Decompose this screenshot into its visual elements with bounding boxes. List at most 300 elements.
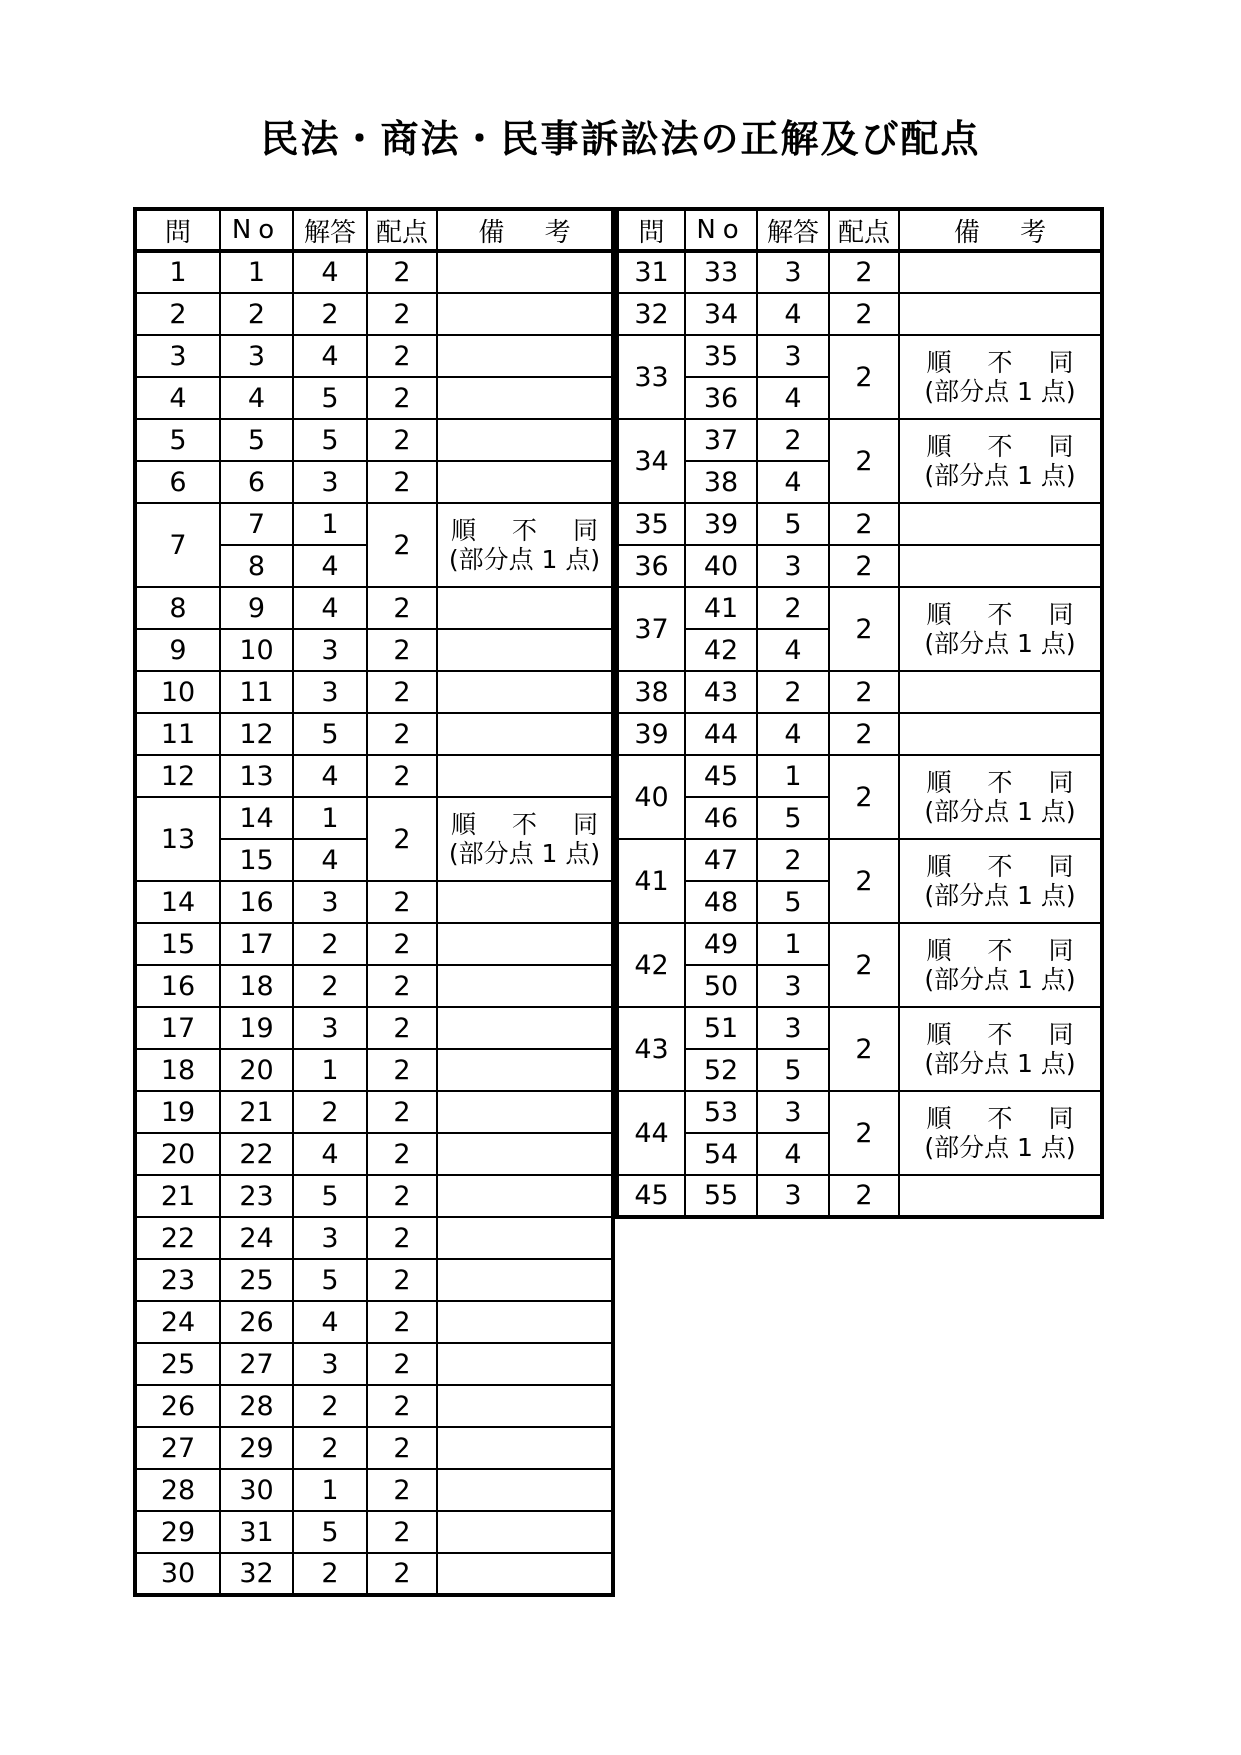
points-cell: 2 xyxy=(367,965,437,1007)
points-cell: 2 xyxy=(367,1553,437,1595)
answer-cell: 4 xyxy=(757,293,829,335)
remark-line2: (部分点 1 点) xyxy=(924,881,1076,910)
question-cell: 43 xyxy=(617,1007,685,1091)
points-cell: 2 xyxy=(829,419,899,503)
remark-line2: (部分点 1 点) xyxy=(924,1049,1076,1078)
points-cell: 2 xyxy=(367,377,437,419)
question-cell: 31 xyxy=(617,251,685,293)
table-row xyxy=(617,923,1102,965)
no-cell: 33 xyxy=(685,251,757,293)
question-cell: 22 xyxy=(135,1217,220,1259)
remark-cell xyxy=(437,1259,613,1301)
remark-cell xyxy=(437,1469,613,1511)
remark-cell xyxy=(437,1175,613,1217)
header-points: 配点 xyxy=(829,209,899,251)
remark-cell xyxy=(437,1049,613,1091)
remark-cell xyxy=(437,1427,613,1469)
points-cell: 2 xyxy=(829,839,899,923)
remark-cell xyxy=(437,419,613,461)
answer-cell: 1 xyxy=(757,923,829,965)
no-cell: 47 xyxy=(685,839,757,881)
question-cell: 7 xyxy=(135,503,220,587)
points-cell: 2 xyxy=(367,1301,437,1343)
answer-cell: 4 xyxy=(293,545,367,587)
answer-cell: 3 xyxy=(293,461,367,503)
table-row xyxy=(135,965,613,1007)
remark-line2: (部分点 1 点) xyxy=(924,1133,1076,1162)
no-cell: 35 xyxy=(685,335,757,377)
table-row xyxy=(617,293,1102,335)
question-cell: 3 xyxy=(135,335,220,377)
remark-cell xyxy=(437,377,613,419)
header-remarks: 備 考 xyxy=(437,209,613,251)
remark-cell xyxy=(899,545,1102,587)
points-cell: 2 xyxy=(367,797,437,881)
remark-cell xyxy=(899,503,1102,545)
table-row xyxy=(135,1343,613,1385)
no-cell: 28 xyxy=(220,1385,293,1427)
answer-cell: 2 xyxy=(293,1427,367,1469)
remark-cell xyxy=(437,293,613,335)
remark-cell xyxy=(437,1553,613,1595)
answer-cell: 1 xyxy=(757,755,829,797)
answer-cell: 3 xyxy=(757,965,829,1007)
no-cell: 44 xyxy=(685,713,757,755)
points-cell: 2 xyxy=(829,1007,899,1091)
answer-cell: 4 xyxy=(293,335,367,377)
points-cell: 2 xyxy=(367,1049,437,1091)
no-cell: 24 xyxy=(220,1217,293,1259)
points-cell: 2 xyxy=(367,881,437,923)
remark-cell xyxy=(899,755,1102,839)
question-cell: 14 xyxy=(135,881,220,923)
no-cell: 26 xyxy=(220,1301,293,1343)
question-cell: 25 xyxy=(135,1343,220,1385)
answer-cell: 2 xyxy=(293,923,367,965)
points-cell: 2 xyxy=(367,713,437,755)
no-cell: 32 xyxy=(220,1553,293,1595)
tables-container xyxy=(133,207,1104,1597)
table-row xyxy=(135,881,613,923)
table-row xyxy=(135,1301,613,1343)
no-cell: 11 xyxy=(220,671,293,713)
question-cell: 30 xyxy=(135,1553,220,1595)
no-cell: 12 xyxy=(220,713,293,755)
table-row xyxy=(135,713,613,755)
no-cell: 6 xyxy=(220,461,293,503)
remark-cell xyxy=(437,503,613,587)
remark-cell xyxy=(437,1385,613,1427)
question-cell: 39 xyxy=(617,713,685,755)
answer-cell: 3 xyxy=(757,1091,829,1133)
answer-cell: 2 xyxy=(757,671,829,713)
answer-cell: 2 xyxy=(757,587,829,629)
remark-line1: 順 不 同 xyxy=(451,809,598,839)
answer-cell: 2 xyxy=(293,293,367,335)
points-cell: 2 xyxy=(367,1007,437,1049)
question-cell: 35 xyxy=(617,503,685,545)
question-cell: 5 xyxy=(135,419,220,461)
remark-cell xyxy=(437,587,613,629)
remark-line2: (部分点 1 点) xyxy=(924,629,1076,658)
answer-cell: 3 xyxy=(757,1007,829,1049)
points-cell: 2 xyxy=(829,713,899,755)
table-row xyxy=(135,1049,613,1091)
points-cell: 2 xyxy=(829,1091,899,1175)
answer-cell: 5 xyxy=(757,797,829,839)
table-row xyxy=(135,1007,613,1049)
points-cell: 2 xyxy=(367,1175,437,1217)
answer-cell: 2 xyxy=(293,965,367,1007)
table-row xyxy=(135,335,613,377)
remark-cell xyxy=(899,1091,1102,1175)
no-cell: 4 xyxy=(220,377,293,419)
header-row xyxy=(135,209,613,251)
no-cell: 20 xyxy=(220,1049,293,1091)
answer-cell: 5 xyxy=(293,1511,367,1553)
remark-cell xyxy=(437,1511,613,1553)
question-cell: 6 xyxy=(135,461,220,503)
question-cell: 18 xyxy=(135,1049,220,1091)
question-cell: 10 xyxy=(135,671,220,713)
table-row xyxy=(617,1175,1102,1217)
question-cell: 1 xyxy=(135,251,220,293)
remark-line2: (部分点 1 点) xyxy=(448,545,601,574)
question-cell: 8 xyxy=(135,587,220,629)
question-cell: 37 xyxy=(617,587,685,671)
points-cell: 2 xyxy=(367,1511,437,1553)
remark-line2: (部分点 1 点) xyxy=(924,461,1076,490)
answer-cell: 4 xyxy=(293,587,367,629)
table-row xyxy=(135,1133,613,1175)
remark-cell xyxy=(899,335,1102,419)
question-cell: 40 xyxy=(617,755,685,839)
answer-cell: 5 xyxy=(293,1259,367,1301)
points-cell: 2 xyxy=(367,293,437,335)
no-cell: 9 xyxy=(220,587,293,629)
remark-cell xyxy=(437,1007,613,1049)
answer-cell: 1 xyxy=(293,1469,367,1511)
points-cell: 2 xyxy=(829,587,899,671)
question-cell: 13 xyxy=(135,797,220,881)
answer-cell: 2 xyxy=(293,1385,367,1427)
remark-cell xyxy=(899,1175,1102,1217)
remark-cell xyxy=(437,1091,613,1133)
question-cell: 28 xyxy=(135,1469,220,1511)
no-cell: 19 xyxy=(220,1007,293,1049)
answer-cell: 1 xyxy=(293,797,367,839)
no-cell: 23 xyxy=(220,1175,293,1217)
points-cell: 2 xyxy=(829,503,899,545)
table-row xyxy=(135,1091,613,1133)
answer-cell: 4 xyxy=(757,461,829,503)
no-cell: 21 xyxy=(220,1091,293,1133)
no-cell: 43 xyxy=(685,671,757,713)
no-cell: 8 xyxy=(220,545,293,587)
remark-line2: (部分点 1 点) xyxy=(924,377,1076,406)
question-cell: 27 xyxy=(135,1427,220,1469)
points-cell: 2 xyxy=(829,671,899,713)
header-answer: 解答 xyxy=(293,209,367,251)
answer-cell: 5 xyxy=(757,881,829,923)
answer-table-right xyxy=(615,207,1104,1219)
no-cell: 37 xyxy=(685,419,757,461)
header-remarks: 備 考 xyxy=(899,209,1102,251)
table-row xyxy=(617,419,1102,461)
points-cell: 2 xyxy=(367,251,437,293)
points-cell: 2 xyxy=(829,755,899,839)
answer-cell: 5 xyxy=(757,503,829,545)
question-cell: 34 xyxy=(617,419,685,503)
table-row xyxy=(617,839,1102,881)
points-cell: 2 xyxy=(367,461,437,503)
answer-cell: 4 xyxy=(757,629,829,671)
remark-cell xyxy=(437,1133,613,1175)
table-row xyxy=(135,1259,613,1301)
answer-cell: 1 xyxy=(293,1049,367,1091)
remark-cell xyxy=(437,335,613,377)
no-cell: 22 xyxy=(220,1133,293,1175)
answer-cell: 3 xyxy=(293,1343,367,1385)
no-cell: 55 xyxy=(685,1175,757,1217)
answer-cell: 3 xyxy=(757,251,829,293)
points-cell: 2 xyxy=(367,587,437,629)
table-row xyxy=(617,587,1102,629)
points-cell: 2 xyxy=(367,923,437,965)
remark-cell xyxy=(437,629,613,671)
remark-line1: 順 不 同 xyxy=(451,515,598,545)
answer-cell: 4 xyxy=(293,251,367,293)
answer-cell: 3 xyxy=(293,1217,367,1259)
table-row xyxy=(135,419,613,461)
header-number: No xyxy=(685,209,757,251)
points-cell: 2 xyxy=(829,545,899,587)
remark-cell xyxy=(437,251,613,293)
answer-cell: 3 xyxy=(293,1007,367,1049)
points-cell: 2 xyxy=(367,629,437,671)
remark-line2: (部分点 1 点) xyxy=(448,839,601,868)
answer-cell: 1 xyxy=(293,503,367,545)
table-row xyxy=(135,1511,613,1553)
remark-cell xyxy=(437,1301,613,1343)
question-cell: 20 xyxy=(135,1133,220,1175)
question-cell: 21 xyxy=(135,1175,220,1217)
no-cell: 46 xyxy=(685,797,757,839)
answer-cell: 5 xyxy=(757,1049,829,1091)
no-cell: 40 xyxy=(685,545,757,587)
no-cell: 36 xyxy=(685,377,757,419)
no-cell: 42 xyxy=(685,629,757,671)
answer-cell: 3 xyxy=(293,671,367,713)
answer-cell: 5 xyxy=(293,377,367,419)
points-cell: 2 xyxy=(367,1385,437,1427)
remark-line1: 順 不 同 xyxy=(926,851,1074,881)
question-cell: 15 xyxy=(135,923,220,965)
no-cell: 50 xyxy=(685,965,757,1007)
question-cell: 11 xyxy=(135,713,220,755)
remark-line1: 順 不 同 xyxy=(926,599,1074,629)
remark-line1: 順 不 同 xyxy=(926,1103,1074,1133)
no-cell: 52 xyxy=(685,1049,757,1091)
table-row xyxy=(617,335,1102,377)
answer-cell: 3 xyxy=(757,1175,829,1217)
no-cell: 10 xyxy=(220,629,293,671)
no-cell: 3 xyxy=(220,335,293,377)
question-cell: 17 xyxy=(135,1007,220,1049)
remark-cell xyxy=(899,587,1102,671)
header-question: 問 xyxy=(135,209,220,251)
question-cell: 24 xyxy=(135,1301,220,1343)
no-cell: 51 xyxy=(685,1007,757,1049)
remark-cell xyxy=(899,713,1102,755)
question-cell: 16 xyxy=(135,965,220,1007)
table-row xyxy=(135,461,613,503)
points-cell: 2 xyxy=(367,671,437,713)
no-cell: 25 xyxy=(220,1259,293,1301)
table-row xyxy=(617,1091,1102,1133)
table-row xyxy=(135,1469,613,1511)
table-row xyxy=(135,629,613,671)
table-row xyxy=(135,1553,613,1595)
no-cell: 30 xyxy=(220,1469,293,1511)
question-cell: 42 xyxy=(617,923,685,1007)
points-cell: 2 xyxy=(367,1259,437,1301)
table-row xyxy=(135,1385,613,1427)
header-points: 配点 xyxy=(367,209,437,251)
no-cell: 34 xyxy=(685,293,757,335)
points-cell: 2 xyxy=(829,335,899,419)
answer-cell: 5 xyxy=(293,713,367,755)
points-cell: 2 xyxy=(367,1091,437,1133)
points-cell: 2 xyxy=(367,503,437,587)
remark-line1: 順 不 同 xyxy=(926,347,1074,377)
remark-cell xyxy=(437,713,613,755)
question-cell: 26 xyxy=(135,1385,220,1427)
question-cell: 19 xyxy=(135,1091,220,1133)
answer-cell: 4 xyxy=(293,839,367,881)
table-row xyxy=(135,1175,613,1217)
remark-cell xyxy=(899,671,1102,713)
no-cell: 15 xyxy=(220,839,293,881)
answer-cell: 5 xyxy=(293,419,367,461)
remark-line1: 順 不 同 xyxy=(926,935,1074,965)
points-cell: 2 xyxy=(829,1175,899,1217)
table-row xyxy=(617,251,1102,293)
question-cell: 2 xyxy=(135,293,220,335)
remark-line1: 順 不 同 xyxy=(926,431,1074,461)
question-cell: 12 xyxy=(135,755,220,797)
remark-cell xyxy=(437,1217,613,1259)
question-cell: 32 xyxy=(617,293,685,335)
no-cell: 31 xyxy=(220,1511,293,1553)
question-cell: 23 xyxy=(135,1259,220,1301)
table-row xyxy=(135,587,613,629)
remark-cell xyxy=(437,965,613,1007)
remark-cell xyxy=(899,251,1102,293)
answer-cell: 5 xyxy=(293,1175,367,1217)
table-row xyxy=(617,1007,1102,1049)
remark-cell xyxy=(899,419,1102,503)
table-row xyxy=(617,503,1102,545)
table-row xyxy=(135,503,613,545)
answer-cell: 2 xyxy=(757,839,829,881)
table-row xyxy=(135,293,613,335)
points-cell: 2 xyxy=(367,1217,437,1259)
answer-cell: 4 xyxy=(757,377,829,419)
answer-cell: 3 xyxy=(293,881,367,923)
header-answer: 解答 xyxy=(757,209,829,251)
no-cell: 17 xyxy=(220,923,293,965)
answer-cell: 2 xyxy=(293,1553,367,1595)
table-row xyxy=(135,671,613,713)
no-cell: 38 xyxy=(685,461,757,503)
remark-line1: 順 不 同 xyxy=(926,767,1074,797)
no-cell: 2 xyxy=(220,293,293,335)
no-cell: 16 xyxy=(220,881,293,923)
answer-cell: 2 xyxy=(757,419,829,461)
header-question: 問 xyxy=(617,209,685,251)
points-cell: 2 xyxy=(367,755,437,797)
table-row xyxy=(135,1217,613,1259)
answer-cell: 4 xyxy=(757,1133,829,1175)
table-row xyxy=(135,1427,613,1469)
question-cell: 36 xyxy=(617,545,685,587)
points-cell: 2 xyxy=(367,1343,437,1385)
question-cell: 9 xyxy=(135,629,220,671)
answer-cell: 4 xyxy=(757,713,829,755)
no-cell: 14 xyxy=(220,797,293,839)
question-cell: 45 xyxy=(617,1175,685,1217)
points-cell: 2 xyxy=(367,1427,437,1469)
remark-cell xyxy=(899,293,1102,335)
answer-cell: 4 xyxy=(293,1133,367,1175)
table-row xyxy=(617,755,1102,797)
points-cell: 2 xyxy=(829,293,899,335)
no-cell: 7 xyxy=(220,503,293,545)
no-cell: 1 xyxy=(220,251,293,293)
table-row xyxy=(135,923,613,965)
answer-cell: 3 xyxy=(757,335,829,377)
no-cell: 54 xyxy=(685,1133,757,1175)
points-cell: 2 xyxy=(829,923,899,1007)
answer-table-left xyxy=(133,207,615,1597)
points-cell: 2 xyxy=(367,419,437,461)
remark-cell xyxy=(437,1343,613,1385)
no-cell: 27 xyxy=(220,1343,293,1385)
points-cell: 2 xyxy=(367,335,437,377)
remark-cell xyxy=(899,1007,1102,1091)
remark-line2: (部分点 1 点) xyxy=(924,797,1076,826)
points-cell: 2 xyxy=(367,1469,437,1511)
question-cell: 4 xyxy=(135,377,220,419)
table-row xyxy=(135,755,613,797)
no-cell: 5 xyxy=(220,419,293,461)
answer-cell: 3 xyxy=(293,629,367,671)
remark-cell xyxy=(437,671,613,713)
no-cell: 13 xyxy=(220,755,293,797)
remark-line2: (部分点 1 点) xyxy=(924,965,1076,994)
no-cell: 53 xyxy=(685,1091,757,1133)
answer-cell: 4 xyxy=(293,755,367,797)
table-row xyxy=(135,377,613,419)
header-row xyxy=(617,209,1102,251)
remark-cell xyxy=(437,923,613,965)
question-cell: 41 xyxy=(617,839,685,923)
table-row xyxy=(135,251,613,293)
points-cell: 2 xyxy=(829,251,899,293)
remark-cell xyxy=(899,923,1102,1007)
points-cell: 2 xyxy=(367,1133,437,1175)
